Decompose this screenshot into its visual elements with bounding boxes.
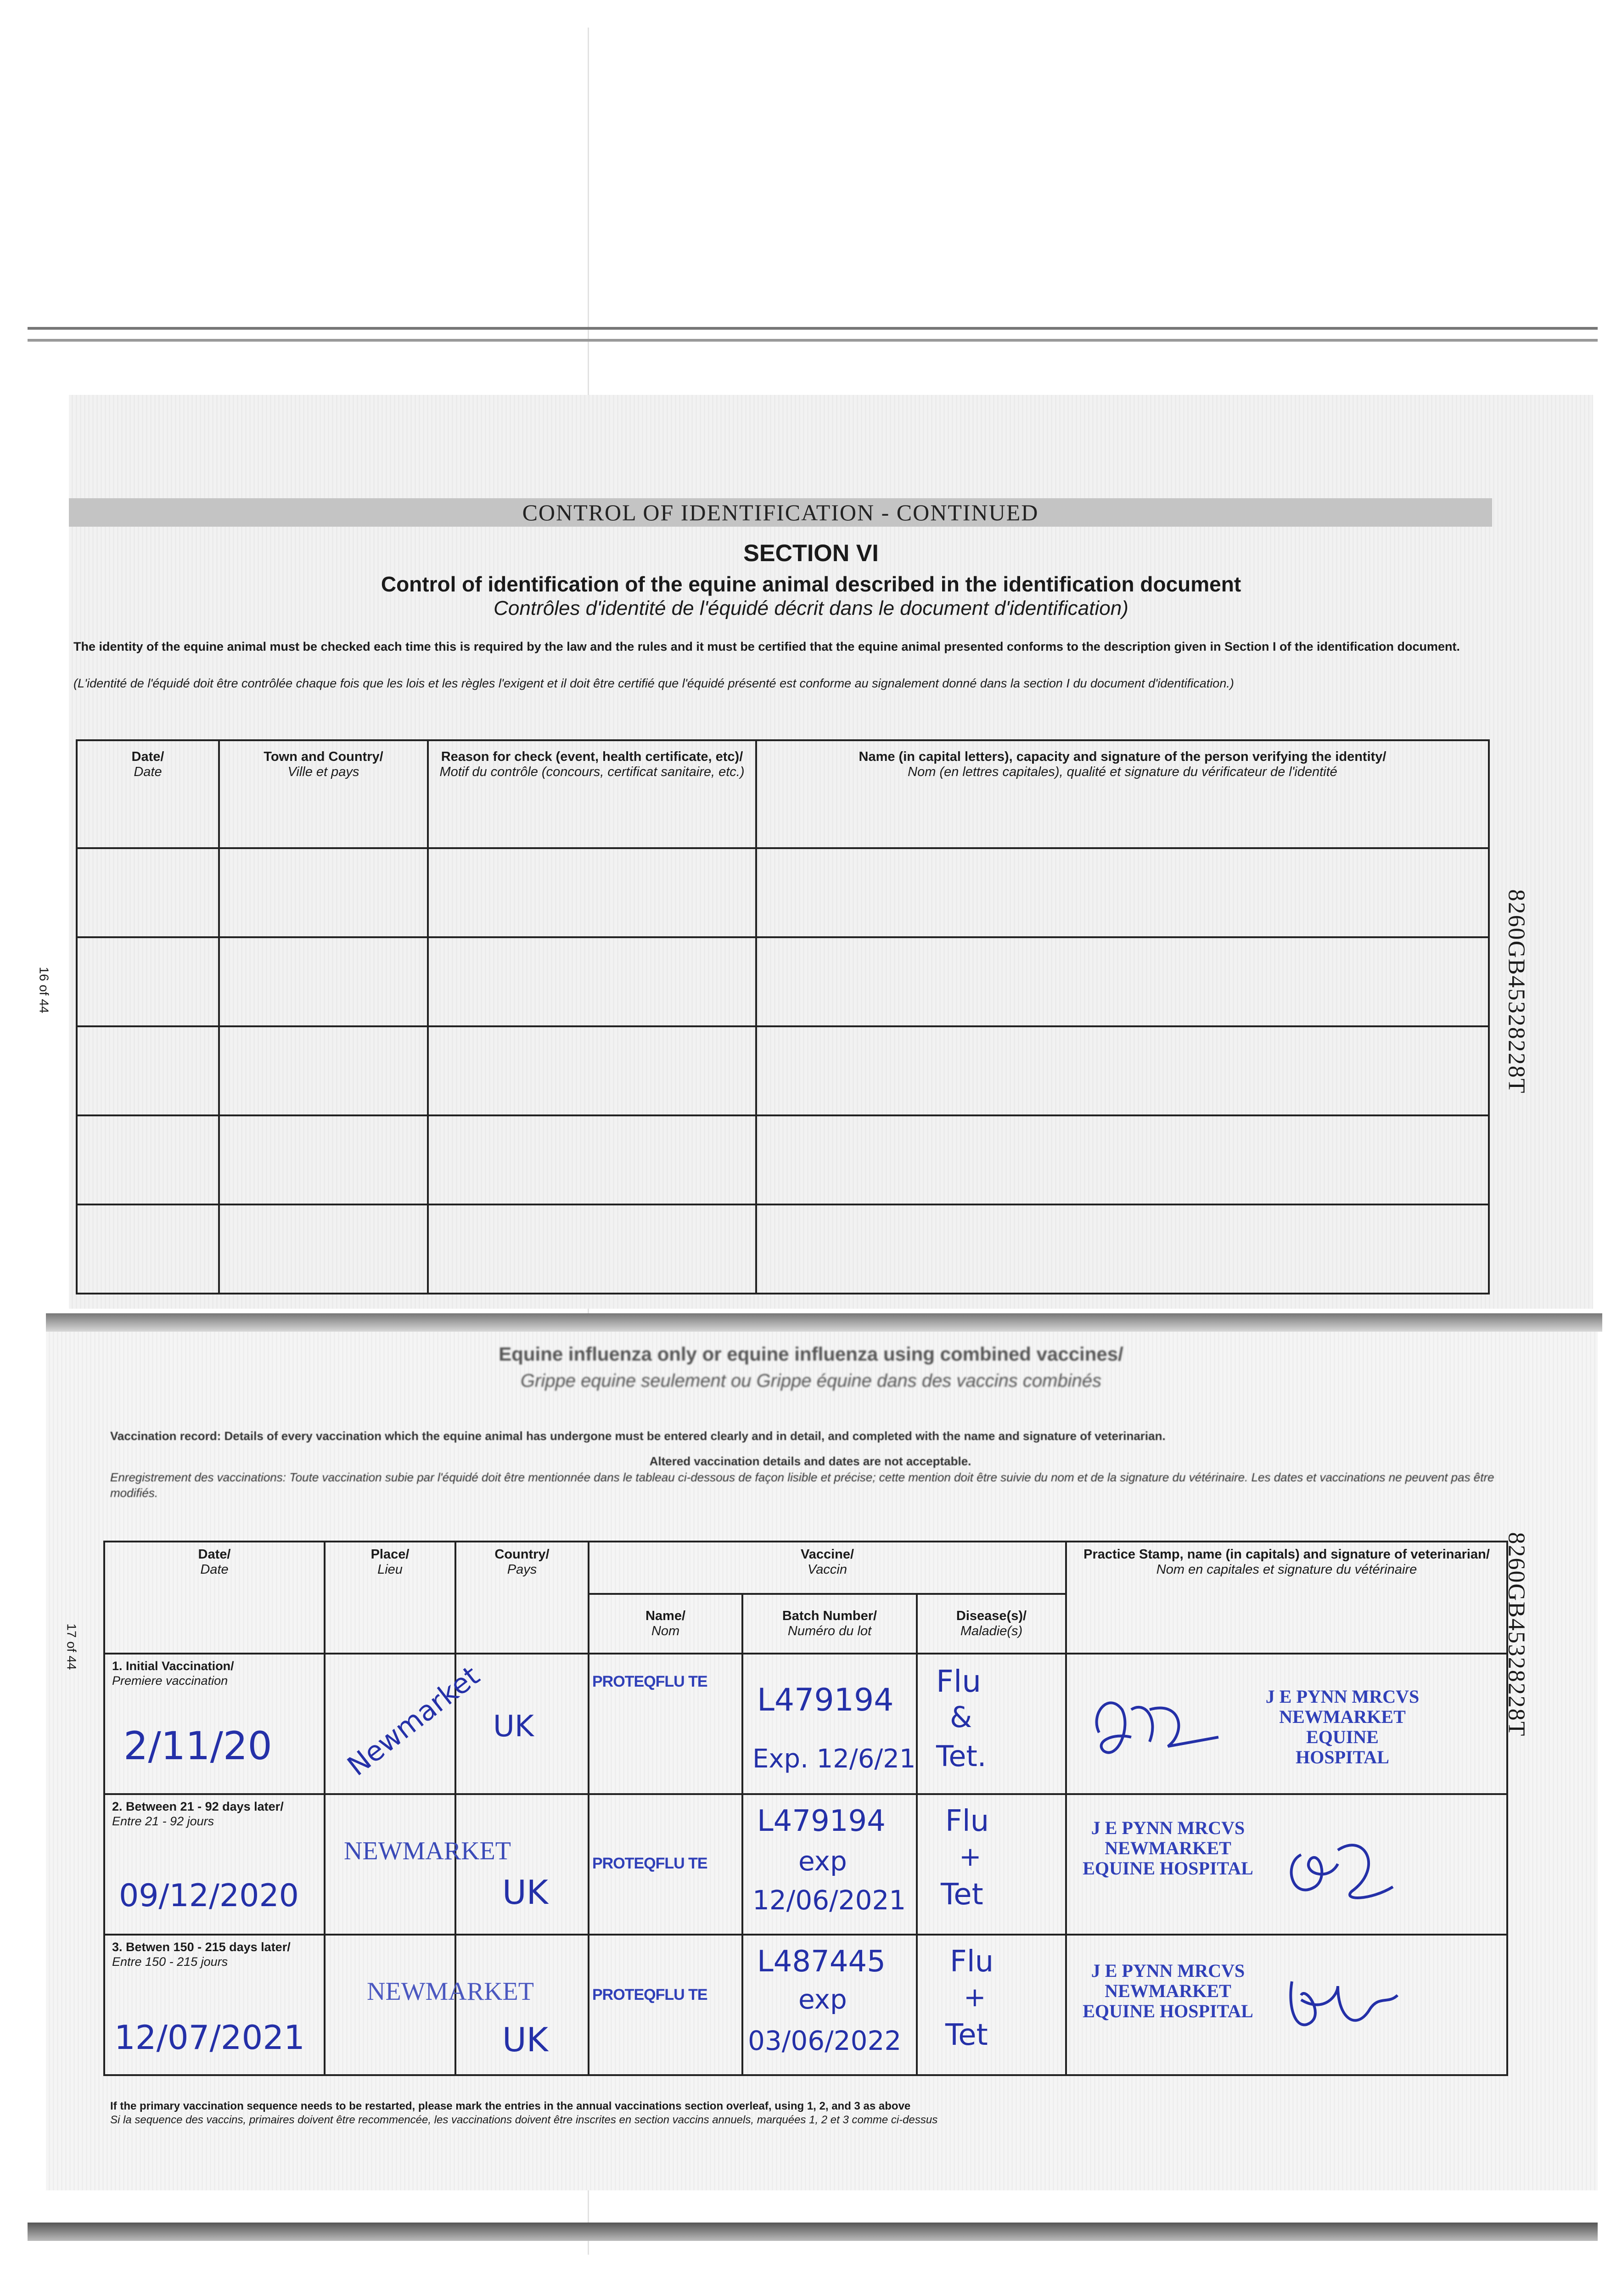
table-row <box>104 1654 1507 1794</box>
section-title: Control of identification of the equine animal described in the identification document <box>381 572 1241 596</box>
section-title-fr: Contrôles d'identité de l'équidé décrit dans le document d'identification) <box>494 597 1128 619</box>
vaccination-place: Newmarket <box>341 1660 486 1783</box>
passport-number: 8260GB45328228T <box>1503 1532 1530 1737</box>
date-cell: 1. Initial Vaccination/ Premiere vaccination 2/11/20 <box>104 1654 325 1794</box>
page-edge <box>28 339 1598 342</box>
country-cell <box>455 1654 589 1794</box>
date-cell: 2. Between 21 - 92 days later/ Entre 21 - 92 jours 09/12/2020 <box>104 1794 325 1935</box>
batch-number: L479194 <box>757 1804 886 1838</box>
header-disease: Disease(s)/ Maladie(s) <box>917 1594 1066 1654</box>
vet-signature-icon <box>1274 1813 1411 1924</box>
restart-footnote: If the primary vaccination sequence needs to be restarted, please mark the entries in the annual vaccinations section overleaf, using 1, 2, and 3 as above <box>110 2100 911 2112</box>
table-header-row <box>77 740 1489 848</box>
vet-signature-icon <box>1269 1954 1407 2055</box>
restart-footnote-fr: Si la sequence des vaccins, primaires doivent être recommencée, les vaccinations doivent être inscrites en section vaccins annuels, marquées 1, 2 et 3 comme ci-dessus <box>110 2114 938 2126</box>
batch-cell <box>742 1935 917 2075</box>
vaccination-country: UK <box>502 1873 548 1912</box>
disease-cell <box>917 1935 1066 2075</box>
batch-cell <box>742 1794 917 1935</box>
practice-stamp: J E PYNN MRCVS NEWMARKET EQUINE HOSPITAL <box>1083 1960 1253 2021</box>
section-banner: CONTROL OF IDENTIFICATION - CONTINUED <box>69 498 1492 527</box>
header-vaccine: Vaccine/ Vaccin <box>589 1542 1066 1594</box>
vaccination-date: 09/12/2020 <box>119 1878 299 1914</box>
stamp-cell <box>1066 1654 1507 1794</box>
page-edge <box>28 327 1598 330</box>
disease-tet: Tet <box>945 2018 988 2052</box>
batch-expiry: Exp. 12/6/21 <box>752 1744 916 1774</box>
header-vaccine-name: Name/ Nom <box>589 1594 742 1654</box>
disease-flu: Flu <box>936 1664 982 1699</box>
header-verifier: Name (in capital letters), capacity and signature of the person verifying the identity/ Nom (en lettres capitales), qualité et signature du vérificateur de l'identité <box>756 740 1489 848</box>
practice-stamp: J E PYNN MRCVS NEWMARKET EQUINE HOSPITAL <box>1083 1818 1253 1879</box>
table-row <box>104 1794 1507 1935</box>
stamp-cell <box>1066 1935 1507 2075</box>
disease-cell <box>917 1794 1066 1935</box>
identification-check-table <box>76 739 1490 1294</box>
vaccine-name-cell <box>589 1654 742 1794</box>
identity-instructions: The identity of the equine animal must be checked each time this is required by the law and the rules and it must be certified that the equine animal presented conforms to the description given in Section I of the identification document. <box>73 640 1460 653</box>
header-place: Place/ Lieu <box>325 1542 455 1654</box>
batch-expiry-date: 03/06/2022 <box>748 2025 902 2056</box>
disease-tet: Tet <box>941 1878 983 1912</box>
table-row <box>104 1935 1507 2075</box>
batch-cell <box>742 1654 917 1794</box>
vaccination-place: NEWMARKET <box>367 1977 534 2006</box>
section-number: SECTION VI <box>743 540 879 567</box>
vaccine-name: PROTEQFLU TE <box>592 1673 707 1690</box>
vaccination-place: NEWMARKET <box>344 1837 511 1865</box>
influenza-title: Equine influenza only or equine influenza using combined vaccines/ <box>499 1343 1123 1365</box>
date-cell: 3. Betwen 150 - 215 days later/ Entre 150 - 215 jours 12/07/2021 <box>104 1935 325 2075</box>
batch-expiry-label: exp <box>798 1984 847 2015</box>
disease-flu: Flu <box>945 1804 989 1838</box>
disease-plus: + <box>959 1841 982 1872</box>
country-cell <box>455 1794 589 1935</box>
page-number: 16 of 44 <box>37 967 51 1013</box>
vaccine-name-cell <box>589 1935 742 2075</box>
page-number: 17 of 44 <box>64 1623 79 1670</box>
page-bottom-edge <box>28 2223 1598 2241</box>
influenza-title-fr: Grippe equine seulement ou Grippe équine dans des vaccins combinés <box>520 1371 1102 1391</box>
vaccination-country: UK <box>502 2020 548 2059</box>
stamp-cell <box>1066 1794 1507 1935</box>
vaccination-country: UK <box>493 1710 534 1744</box>
header-batch-number: Batch Number/ Numéro du lot <box>742 1594 917 1654</box>
disease-and: & <box>950 1700 972 1734</box>
page-fold <box>46 1313 1602 1332</box>
vaccination-record-instructions: Vaccination record: Details of every vaccination which the equine animal has undergone must be entered clearly and in detail, and completed with the name and signature of veterinarian. <box>110 1429 1166 1443</box>
table-row <box>77 1026 1489 1115</box>
table-header-row <box>104 1542 1507 1594</box>
passport-number: 8260GB45328228T <box>1503 889 1530 1094</box>
vaccination-date: 2/11/20 <box>123 1723 272 1768</box>
disease-cell <box>917 1654 1066 1794</box>
identity-instructions-fr: (L'identité de l'équidé doit être contrôlée chaque fois que les lois et les règles l'exigent et il doit être certifié que l'équidé présenté est conforme au signalement donné dans la section I du document d'identification.) <box>73 676 1234 690</box>
header-date: Date/ Date <box>77 740 219 848</box>
header-practice-stamp: Practice Stamp, name (in capitals) and signature of veterinarian/ Nom en capitales et signature du vétérinaire <box>1066 1542 1507 1654</box>
vaccination-date: 12/07/2021 <box>114 2018 305 2057</box>
vaccination-record-warning: Altered vaccination details and dates are not acceptable. <box>649 1454 971 1468</box>
vaccine-name-cell <box>589 1794 742 1935</box>
header-date: Date/ Date <box>104 1542 325 1654</box>
vaccine-name: PROTEQFLU TE <box>592 1986 707 2003</box>
header-town: Town and Country/ Ville et pays <box>219 740 428 848</box>
practice-stamp: J E PYNN MRCVS NEWMARKET EQUINE HOSPITAL <box>1265 1686 1420 1767</box>
batch-number: L479194 <box>757 1682 894 1718</box>
table-row <box>77 1115 1489 1204</box>
batch-number: L487445 <box>757 1945 886 1979</box>
disease-tet: Tet. <box>936 1739 987 1773</box>
vaccination-record-instructions-fr: Enregistrement des vaccinations: Toute vaccination subie par l'équidé doit être mentionnée dans le tableau ci-dessous de façon lisible et précise; cette mention doit être suivie du nom et de la signature du vétérinaire. Les dates et vaccinations ne peuvent pas être modifiés. <box>110 1470 1494 1500</box>
header-country: Country/ Pays <box>455 1542 589 1654</box>
table-row <box>77 1204 1489 1294</box>
table-row <box>77 848 1489 937</box>
batch-expiry-date: 12/06/2021 <box>752 1885 906 1916</box>
vaccine-name: PROTEQFLU TE <box>592 1855 707 1872</box>
place-cell <box>325 1794 511 1935</box>
disease-plus: + <box>964 1981 986 2013</box>
disease-flu: Flu <box>950 1945 994 1979</box>
header-reason: Reason for check (event, health certificate, etc)/ Motif du contrôle (concours, certificat sanitaire, etc.) <box>428 740 756 848</box>
country-cell <box>455 1935 589 2075</box>
vet-signature-icon <box>1081 1682 1232 1774</box>
table-row <box>77 937 1489 1026</box>
batch-expiry-label: exp <box>798 1846 847 1877</box>
place-cell <box>325 1654 486 1794</box>
vaccination-table <box>103 1541 1508 2076</box>
